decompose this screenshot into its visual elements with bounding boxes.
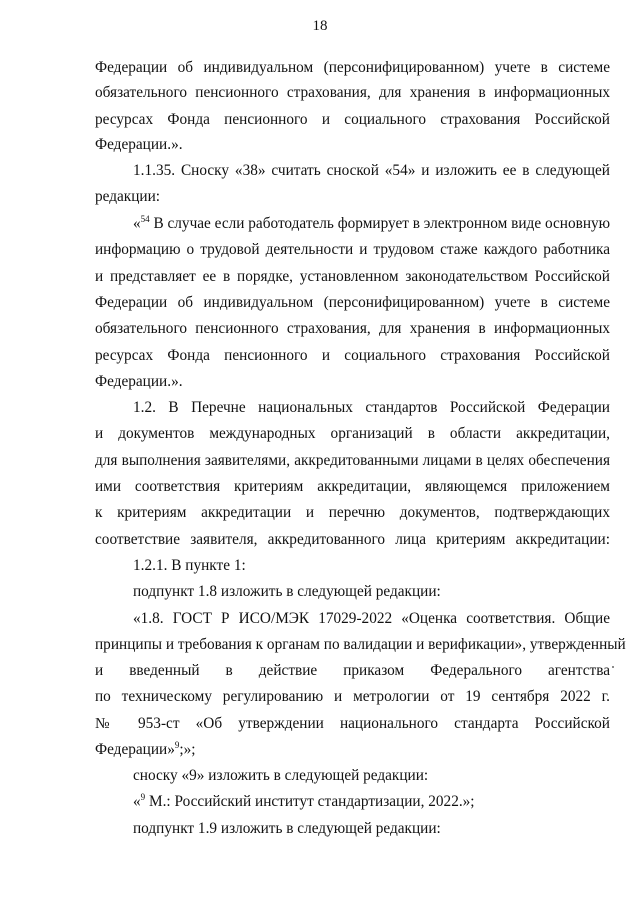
footnote-marker: 9	[174, 740, 180, 750]
text-run: информацию о трудовой деятельности и трудовом стаже каждого работника	[95, 241, 610, 258]
text-line	[133, 820, 610, 838]
text-line	[133, 215, 610, 233]
text-line	[95, 715, 610, 733]
text-line	[133, 557, 610, 575]
text-run: сноску «9» изложить в следующей редакции:	[133, 767, 429, 784]
text-line	[133, 162, 610, 180]
text-run: ресурсах Фонда пенсионного и социального страхования Российской	[95, 347, 610, 364]
text-run: № 953-ст «Об утверждении национального стандарта Российской	[95, 715, 610, 732]
text-line	[133, 767, 610, 785]
text-run: соответствие заявителя, аккредитованного лица критериям аккредитации:	[95, 531, 610, 548]
text-line	[95, 425, 610, 443]
text-run: подпункт 1.9 изложить в следующей редакции:	[133, 820, 441, 837]
text-run: и введенный в действие приказом Федерального агентства	[95, 662, 610, 679]
footnote-marker: 54	[140, 214, 150, 224]
text-run: Федерации.».	[95, 373, 183, 390]
text-run: 1.1.35. Сноску «38» считать сноской «54» и изложить ее в следующей	[133, 162, 610, 179]
text-run: ими соответствия критериям аккредитации, являющемся приложением	[95, 478, 610, 495]
text-run: для выполнения заявителями, аккредитованными лицами в целях обеспечения	[95, 452, 610, 469]
text-run: к критериям аккредитации и перечню документов, подтверждающих	[95, 504, 610, 521]
text-run: редакции:	[95, 188, 161, 205]
text-run: по техническому регулированию и метрологии от 19 сентября 2022 г.	[95, 688, 610, 705]
text-run: «	[133, 793, 141, 810]
text-run: принципы и требования к органам по валидации и верификации», утвержденный	[95, 636, 626, 653]
text-line	[95, 84, 610, 102]
text-line	[133, 610, 610, 628]
text-line	[95, 347, 610, 365]
text-run: М.: Российский институт стандартизации, 2022.»;	[145, 793, 475, 810]
text-run: Федерации об индивидуальном (персонифицированном) учете в системе	[95, 59, 610, 76]
text-line	[95, 268, 610, 286]
text-run: В случае если работодатель формирует в электронном виде основную	[149, 215, 611, 232]
text-line	[95, 136, 610, 154]
text-run: подпункт 1.8 изложить в следующей редакции:	[133, 583, 441, 600]
text-line	[95, 373, 610, 391]
text-run: обязательного пенсионного страхования, для хранения в информационных	[95, 84, 610, 101]
text-run: Федерации.».	[95, 136, 183, 153]
text-line	[95, 241, 610, 259]
text-line	[95, 59, 610, 77]
text-line	[95, 294, 610, 312]
text-line	[95, 504, 610, 522]
scan-speck	[612, 666, 614, 668]
text-line	[95, 188, 610, 206]
text-run: «	[133, 215, 141, 232]
text-line	[95, 688, 610, 706]
text-line	[95, 320, 610, 338]
text-run: «1.8. ГОСТ Р ИСО/МЭК 17029-2022 «Оценка соответствия. Общие	[133, 610, 610, 627]
text-run: Федерации»	[95, 741, 175, 758]
text-line	[95, 478, 610, 496]
text-line	[133, 399, 610, 417]
text-line	[95, 636, 626, 654]
text-line	[95, 111, 610, 129]
footnote-marker: 9	[140, 792, 146, 802]
text-line	[95, 741, 610, 759]
page-number: 18	[312, 18, 328, 34]
text-line	[95, 662, 610, 680]
text-line	[95, 531, 610, 549]
text-run: Федерации об индивидуальном (персонифицированном) учете в системе	[95, 294, 610, 311]
text-run: обязательного пенсионного страхования, для хранения в информационных	[95, 320, 610, 337]
text-run: ;»;	[179, 741, 196, 758]
text-run: 1.2. В Перечне национальных стандартов Российской Федерации	[133, 399, 610, 416]
text-run: 1.2.1. В пункте 1:	[133, 557, 246, 574]
text-run: ресурсах Фонда пенсионного и социального страхования Российской	[95, 111, 610, 128]
text-line	[133, 583, 610, 601]
text-run: и документов международных организаций в области аккредитации,	[95, 425, 610, 442]
text-run: и представляет ее в порядке, установленном законодательством Российской	[95, 268, 610, 285]
text-line	[133, 793, 610, 811]
text-line	[95, 452, 610, 470]
